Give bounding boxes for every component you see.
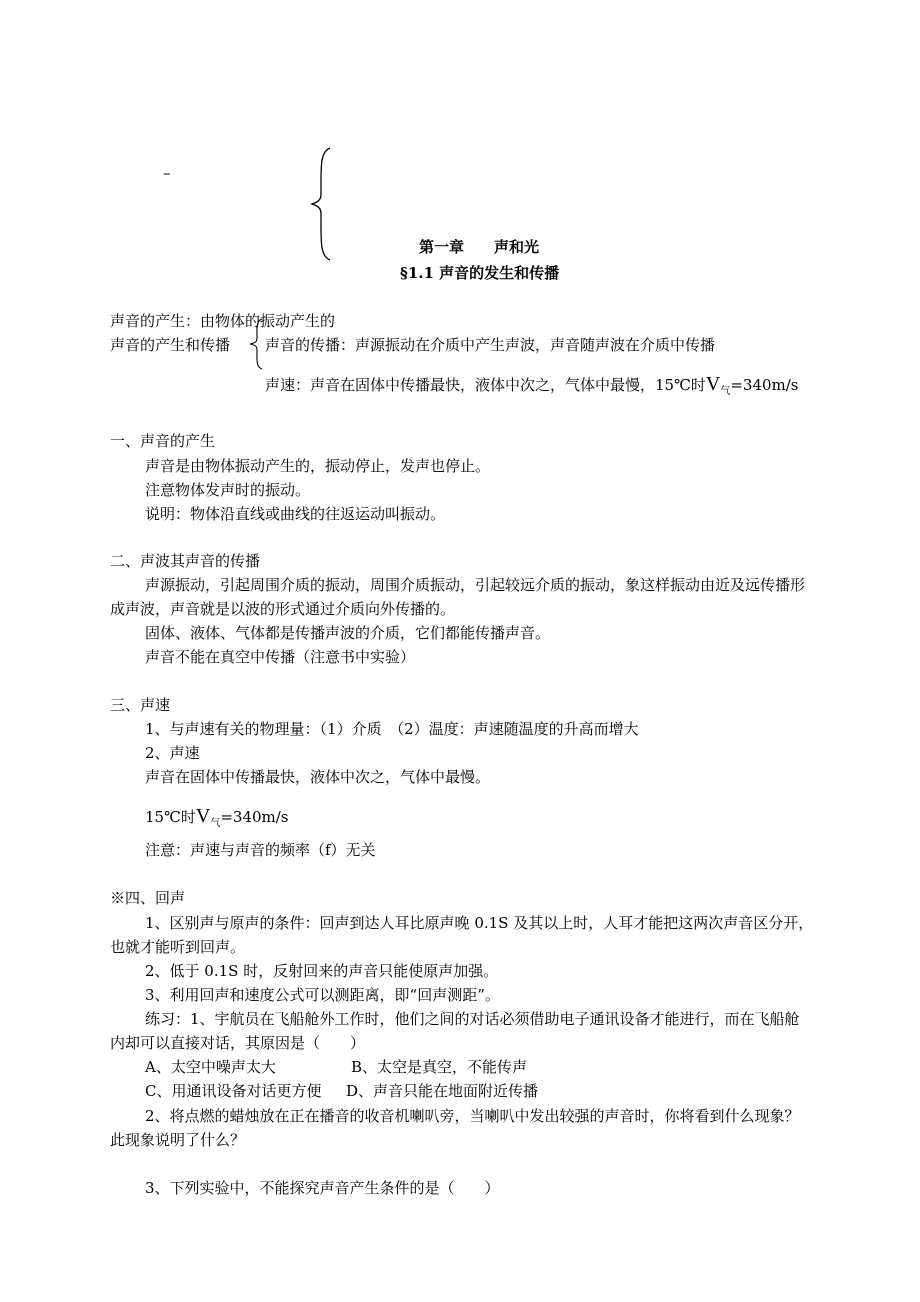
section3-speed [145,805,289,829]
section3-speed-prefix: 15℃时 [145,808,196,826]
section4-item3: 3、利用回声和速度公式可以测距离，即“回声测距”。 [145,986,500,1004]
chapter-title: 声和光 [494,238,540,256]
exercise3: 3、下列实验中，不能探究声音产生条件的是（ ） [145,1179,500,1197]
option-b: B、太空是真空，不能传声 [351,1058,528,1076]
overview-production: 声音的产生：由物体的振动产生的 [110,312,336,330]
option-d: D、声音只能在地面附近传播 [346,1082,539,1100]
exercise2-line1: 2、将点燃的蜡烛放在正在播音的收音机喇叭旁，当喇叭中发出较强的声音时，你将看到什么现象？ [145,1107,800,1125]
overview-speed [265,373,799,397]
section1-p2: 注意物体发声时的振动。 [145,481,311,499]
section2-p2: 固体、液体、气体都是传播声波的介质，它们都能传播声音。 [145,624,551,642]
velocity-subscript: 气 [210,818,221,829]
speed-value: =340m/s [220,808,289,826]
section-title: §1.1 声音的发生和传播 [400,264,560,282]
section4-heading: ※四、回声 [110,889,186,907]
section3-item2: 2、声速 [145,744,200,762]
section1-p1: 声音是由物体振动产生的，振动停止，发声也停止。 [145,457,491,475]
section1-heading: 一、声音的产生 [110,432,216,450]
large-brace-icon [308,146,334,262]
section2-p3: 声音不能在真空中传播（注意书中实验） [145,648,416,666]
velocity-subscript: 气 [720,386,731,397]
section2-heading: 二、声波其声音的传播 [110,552,261,570]
velocity-symbol: V [705,373,721,395]
speed-value: =340m/s [730,376,799,394]
section4-item1-line2: 也就才能听到回声。 [110,938,246,956]
section4-item1-line1: 1、区别声与原声的条件：回声到达人耳比原声晚 0.1S 及其以上时，人耳才能把这两次声音区分开， [145,914,814,932]
section3-note: 注意：声速与声音的频率（f）无关 [145,841,376,859]
overview-group-label: 声音的产生和传播 [110,336,231,354]
section1-p3: 说明：物体沿直线或曲线的往返运动叫振动。 [145,505,446,523]
exercise1-line1: 练习：1、宇航员在飞船舱外工作时，他们之间的对话必须借助电子通讯设备才能进行，而在飞船舱 [145,1010,800,1028]
section2-p1-line2: 成声波，声音就是以波的形式通过介质向外传播的。 [110,600,456,618]
option-a: A、太空中噪声太大 [145,1058,276,1076]
section3-p1: 声音在固体中传播最快，液体中次之，气体中最慢。 [145,768,491,786]
exercise1-line2: 内却可以直接对话，其原因是（ ） [110,1034,366,1052]
stray-dash: – [163,164,171,182]
overview-propagation: 声音的传播：声源振动在介质中产生声波，声音随声波在介质中传播 [265,336,716,354]
option-c: C、用通讯设备对话更方便 [145,1082,322,1100]
small-brace-icon [246,318,266,370]
section4-item2: 2、低于 0.1S 时，反射回来的声音只能使原声加强。 [145,962,499,980]
chapter-label: 第一章 [419,238,465,256]
section3-item1: 1、与声速有关的物理量：（1）介质 （2）温度：声速随温度的升高而增大 [145,720,639,738]
exercise2-line2: 此现象说明了什么？ [110,1131,246,1149]
section3-heading: 三、声速 [110,696,171,714]
velocity-symbol: V [195,805,211,827]
overview-speed-prefix: 声速：声音在固体中传播最快，液体中次之，气体中最慢，15℃时 [265,376,706,394]
section2-p1-line1: 声源振动，引起周围介质的振动，周围介质振动，引起较远介质的振动，象这样振动由近及远传播形 [145,576,806,594]
